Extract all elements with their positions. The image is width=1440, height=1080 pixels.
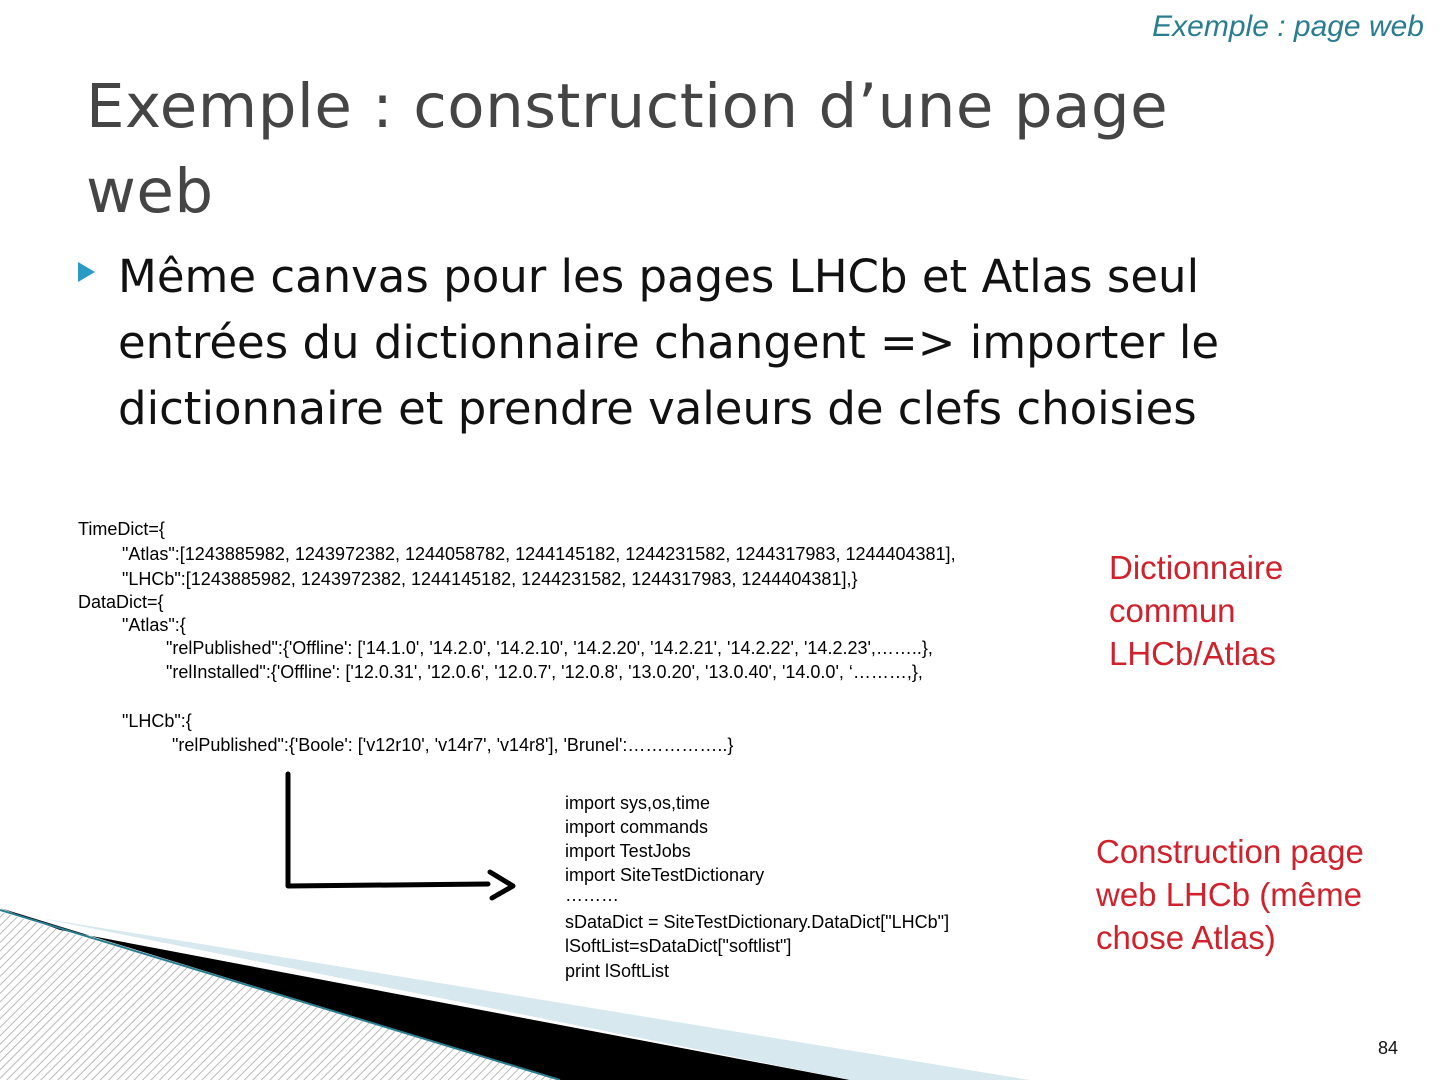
code-line: print lSoftList [565, 961, 670, 981]
code-line: "Atlas":[1243885982, 1243972382, 1244058782, 1244145182, 1244231582, 1244317983, 1244404381], [122, 544, 956, 564]
page-number: 84 [1377, 1038, 1398, 1058]
note-line: LHCb/Atlas [1109, 635, 1276, 672]
dictionary-note [1109, 546, 1283, 675]
code-line: DataDict={ [78, 592, 164, 612]
note-line: Dictionnaire [1109, 549, 1284, 586]
note-line: web LHCb (même [1096, 876, 1362, 913]
section-label: Exemple : page web [1152, 10, 1424, 43]
title-line-1: Exemple : construction d’une page [86, 71, 1169, 142]
code-line: "Atlas":{ [122, 615, 186, 635]
code-line: import commands [565, 817, 709, 837]
note-line: commun [1109, 592, 1236, 629]
code-line: TimeDict={ [78, 519, 165, 539]
code-line: import SiteTestDictionary [565, 865, 765, 885]
code-line: "relPublished":{'Offline': ['14.1.0', '14.2.0', '14.2.10', '14.2.20', '14.2.21', '14.2.22', '14.2.23',……..}, [166, 638, 933, 658]
code-line: ……… [565, 885, 619, 905]
code-line: sDataDict = SiteTestDictionary.DataDict["LHCb"] [565, 912, 950, 932]
bullet-line-2: entrées du dictionnaire changent => importer le [118, 316, 1220, 369]
code-line: import sys,os,time [565, 793, 711, 813]
code-line: lSoftList=sDataDict["softlist"] [565, 936, 792, 956]
note-line: chose Atlas) [1096, 919, 1276, 956]
title-line-2: web [86, 156, 214, 227]
page-construction-note [1096, 830, 1364, 959]
code-line: "relPublished":{'Boole': ['v12r10', 'v14r7', 'v14r8'], 'Brunel':……………..} [172, 735, 734, 755]
code-line: import TestJobs [565, 841, 691, 861]
code-line: "LHCb":[1243885982, 1243972382, 1244145182, 1244231582, 1244317983, 1244404381],} [122, 569, 858, 589]
code-line: "relInstalled":{'Offline': ['12.0.31', '12.0.6', '12.0.7', '12.0.8', '13.0.20', '13.0.40', '14.0.0', ‘………,}, [166, 662, 923, 682]
bullet-line-1: Même canvas pour les pages LHCb et Atlas seul [118, 250, 1200, 303]
bullet-line-3: dictionnaire et prendre valeurs de clefs choisies [118, 382, 1197, 435]
note-line: Construction page [1096, 833, 1364, 870]
code-line: "LHCb":{ [122, 711, 192, 731]
